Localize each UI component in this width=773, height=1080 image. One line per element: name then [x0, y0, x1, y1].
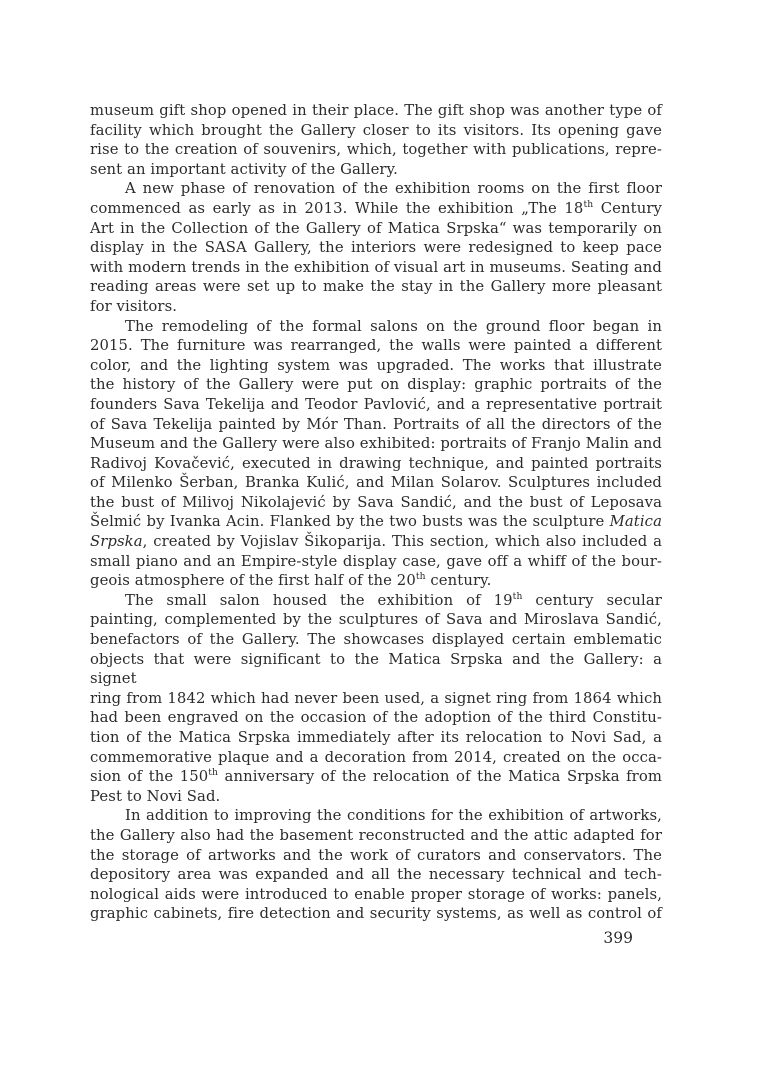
paragraph	[90, 806, 662, 924]
text-line: the Gallery also had the basement reconstructed and the attic adapted for	[90, 826, 662, 844]
text-line: objects that were significant to the Matica Srpska and the Gallery: a signet	[90, 650, 662, 688]
text-line: founders Sava Tekelija and Teodor Pavlović, and a representative portrait	[90, 395, 662, 413]
text-line: sent an important activity of the Gallery.	[90, 160, 398, 178]
paragraph	[90, 591, 662, 807]
text-line: Art in the Collection of the Gallery of Matica Srpska“ was temporarily on	[90, 219, 662, 237]
text-line: The remodeling of the formal salons on the ground floor began in	[125, 317, 662, 335]
text-line: small piano and an Empire-style display case, gave off a whiff of the bour-	[90, 552, 662, 570]
text-line: A new phase of renovation of the exhibition rooms on the first floor	[125, 180, 662, 198]
text-line: Šelmić by Ivanka Acin. Flanked by the two busts was the sculpture Matica	[90, 513, 662, 531]
text-line: nological aids were introduced to enable proper storage of works: panels,	[90, 885, 662, 903]
text-line: Radivoj Kovačević, executed in drawing technique, and painted portraits	[90, 454, 662, 472]
text-line: for visitors.	[90, 297, 178, 315]
text-line: color, and the lighting system was upgraded. The works that illustrate	[90, 356, 662, 374]
text-line: geois atmosphere of the first half of the 20th century.	[90, 571, 492, 590]
text-line: tion of the Matica Srpska immediately after its relocation to Novi Sad, a	[90, 729, 662, 746]
page-number: 399	[603, 929, 633, 947]
text-line: Museum and the Gallery were also exhibited: portraits of Franjo Malin and	[90, 435, 662, 453]
text-line: benefactors of the Gallery. The showcases displayed certain emblematic	[90, 631, 662, 649]
text-line: of Milenko Šerban, Branka Kulić, and Milan Solarov. Sculptures included	[90, 474, 662, 492]
text-line: of Sava Tekelija painted by Mór Than. Portraits of all the directors of the	[90, 415, 662, 433]
text-line: painting, complemented by the sculptures of Sava and Miroslava Sandić,	[90, 611, 662, 629]
text-line: 2015. The furniture was rearranged, the walls were painted a different	[90, 337, 662, 355]
text-line: The small salon housed the exhibition of 19th century secular	[125, 590, 662, 609]
text-line: had been engraved on the occasion of the adoption of the third Constitu-	[90, 709, 662, 727]
text-line: museum gift shop opened in their place. The gift shop was another type of	[90, 102, 662, 119]
text-line: the history of the Gallery were put on display: graphic portraits of the	[90, 376, 662, 394]
text-line: Pest to Novi Sad.	[90, 787, 221, 805]
text-line: display in the SASA Gallery, the interiors were redesigned to keep pace	[90, 239, 662, 257]
paragraph	[90, 179, 662, 316]
text-line: facility which brought the Gallery closer to its visitors. Its opening gave	[90, 121, 662, 139]
paragraph	[90, 317, 662, 591]
page-text	[90, 101, 662, 924]
text-line: ring from 1842 which had never been used, a signet ring from 1864 which	[90, 689, 662, 707]
text-line: depository area was expanded and all the necessary technical and tech-	[90, 866, 662, 884]
text-line: In addition to improving the conditions for the exhibition of artworks,	[125, 807, 662, 825]
text-line: with modern trends in the exhibition of visual art in museums. Seating and	[90, 258, 662, 276]
paragraph	[90, 101, 662, 179]
text-line: graphic cabinets, fire detection and security systems, as well as control of	[90, 905, 662, 923]
text-line: the bust of Milivoj Nikolajević by Sava Sandić, and the bust of Leposava	[90, 493, 662, 511]
text-line: the storage of artworks and the work of curators and conservators. The	[90, 846, 662, 864]
text-line: commenced as early as in 2013. While the exhibition „The 18th Century	[90, 199, 662, 217]
text-line: commemorative plaque and a decoration from 2014, created on the occa-	[90, 748, 662, 766]
text-line: Srpska, created by Vojislav Šikoparija. This section, which also included a	[90, 533, 662, 551]
text-line: reading areas were set up to make the stay in the Gallery more pleasant	[90, 278, 662, 296]
text-line: rise to the creation of souvenirs, which, together with publications, repre-	[90, 141, 662, 159]
text-line: sion of the 150th anniversary of the relocation of the Matica Srpska from	[90, 767, 662, 786]
